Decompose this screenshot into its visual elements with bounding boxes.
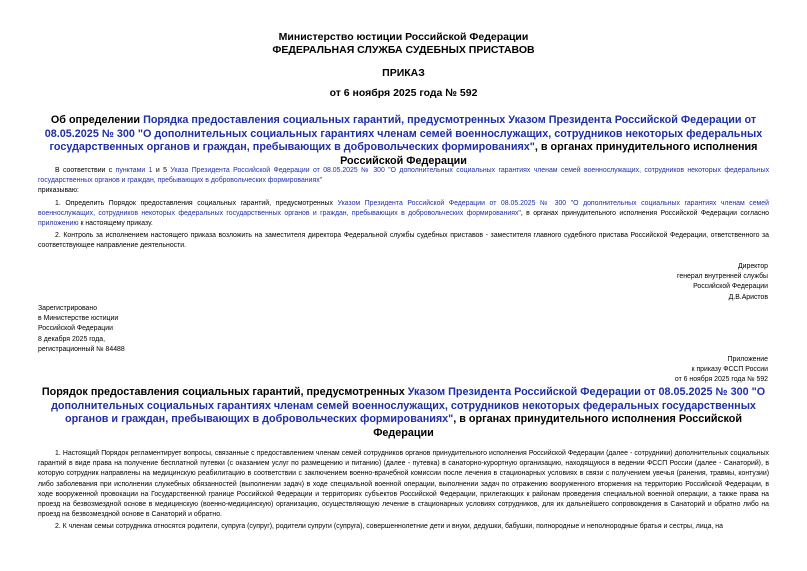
appendix-ref-line: Приложение bbox=[727, 356, 768, 363]
appendix-reference bbox=[560, 355, 768, 386]
item1-link-appendix[interactable]: приложению bbox=[38, 220, 79, 228]
signature-block bbox=[560, 262, 768, 303]
item1-text-c: к настоящему приказу. bbox=[78, 220, 153, 228]
order-item-1 bbox=[38, 199, 769, 230]
order-item-2: 2. Контроль за исполнением настоящего приказа возложить на заместителя директора Федеральной службы судебных приставов - заместителя главного судебного пристава Российской Федерации, ответственного за соответствующее направление деятельности. bbox=[38, 232, 769, 250]
service-heading: ФЕДЕРАЛЬНАЯ СЛУЖБА СУДЕБНЫХ ПРИСТАВОВ bbox=[272, 44, 535, 56]
appendix-title-link[interactable]: Указом Президента Российской Федерации от 08.05.2025 № 300 "О дополнительных социальных гарантиях членам семей военнослужащих, сотрудников некоторых федеральных государственных органов и граждан, пребывающих в добровольческих формированиях" bbox=[51, 386, 766, 425]
order-title-link[interactable]: Порядка предоставления социальных гарантий, предусмотренных Указом Президента Российской Федерации от 08.05.2025 № 300 "О дополнительных социальных гарантиях членам семей военнослужащих, сотрудников некоторых федеральных государственных органов и граждан, пребывающих в добровольческих формированиях" bbox=[44, 114, 763, 153]
registration-line: регистрационный № 84488 bbox=[38, 345, 125, 353]
item1-text-b: , в органах принудительного исполнения Российской Федерации согласно bbox=[520, 209, 769, 217]
appendix-title bbox=[36, 386, 771, 440]
order-title-prefix: Об определении bbox=[50, 114, 144, 126]
appendix-ref-line: к приказу ФССП России bbox=[691, 366, 768, 374]
preamble-link-items[interactable]: пунктами 1 bbox=[115, 167, 153, 174]
item1-link-decree[interactable]: Указом Президента Российской Федерации от 08.05.2025 № 300 "О дополнительных социальных гарантиях членам семей военнослужащих, сотрудников некоторых федеральных государственных органов и граждан, пребывающих в добровольческих формированиях" bbox=[38, 199, 769, 217]
appendix-ref-line: от 6 ноября 2025 года № 592 bbox=[674, 376, 768, 384]
ministry-heading: Министерство юстиции Российской Федерации bbox=[278, 31, 529, 43]
preamble-paragraph bbox=[38, 166, 769, 186]
registration-line: Российской Федерации bbox=[38, 325, 113, 333]
appendix-title-prefix: Порядок предоставления социальных гарантий, предусмотренных bbox=[41, 386, 408, 398]
item1-text-a: 1. Определить Порядок предоставления социальных гарантий, предусмотренных bbox=[55, 199, 338, 207]
order-word: приказываю: bbox=[38, 187, 79, 195]
appendix-body bbox=[38, 449, 769, 533]
preamble-text-b: и 5 bbox=[152, 167, 171, 174]
order-date-number: от 6 ноября 2025 года № 592 bbox=[329, 87, 478, 99]
registration-line: в Министерстве юстиции bbox=[38, 315, 119, 323]
signature-rank: генерал внутренней службы bbox=[677, 273, 768, 281]
appendix-paragraph-2: 2. К членам семьи сотрудника относятся родители, супруга (супруг), родители супруги (супруга), совершеннолетние дети и внуки, дедушки, бабушки, полнородные и неполнородные братья и сестры, лица, на bbox=[55, 523, 723, 531]
appendix-title-suffix: , в органах принудительного исполнения Российской Федерации bbox=[373, 413, 743, 439]
preamble-link-decree[interactable]: Указа Президента Российской Федерации от 08.05.2025 № 300 "О дополнительных социальных гарантиях членам семей военнослужащих, сотрудников некоторых федеральных государственных органов и граждан, пребывающих в добровольческих формированиях" bbox=[38, 167, 770, 185]
order-title bbox=[36, 114, 771, 168]
registration-line: 8 декабря 2025 года, bbox=[38, 335, 105, 343]
appendix-paragraph-1: 1. Настоящий Порядок регламентирует вопросы, связанные с предоставлением членам семей сотрудников органов принудительного исполнения Российской Федерации (далее - сотрудники) дополнительных социальных гарантий в виде права на получение бесплатной путевки (с оказанием услуг по размещению и питанию) (далее - путевка) в санаторно-курортную организацию, находящуюся в ведении ФССП России (далее - Санаторий), в которую сотрудник направлены на медицинскую реабилитацию в соответствии с заключением военно-врачебной комиссии после лечения в стационарных условиях в связи с получением увечья (ранения, травмы, контузии) либо заболевания при исполнении служебных обязанностей (выполнении задач) в ходе специальной военной операции, выполнении задач по отражению вооруженного вторжения на территорию Российской Федерации, в ходе вооруженной провокации на Государственной границе Российской Федерации и территориях субъектов Российской Федерации, прилегающих к районам проведения специальной военной операции, а также права на проезд на безвозмездной основе в медицинскую (военно-медицинскую) организацию, осуществляющую лечение в стационарных условиях сотрудников, для их дальнейшего сопровождения в Санаторий и обратно либо на проезд на безвозмездной основе в Санаторий и обратно. bbox=[38, 450, 769, 519]
signature-title: Директор bbox=[737, 263, 768, 270]
preamble bbox=[38, 166, 769, 252]
preamble-text-a: В соответствии с bbox=[55, 167, 116, 174]
doc-type-heading: ПРИКАЗ bbox=[382, 67, 425, 79]
signature-country: Российской Федерации bbox=[693, 283, 768, 291]
order-title-suffix: , в органах принудительного исполнения Российской Федерации bbox=[340, 141, 758, 167]
registration-block bbox=[38, 304, 338, 355]
registration-line: Зарегистрировано bbox=[38, 305, 98, 312]
signature-name: Д.В.Аристов bbox=[728, 293, 768, 301]
